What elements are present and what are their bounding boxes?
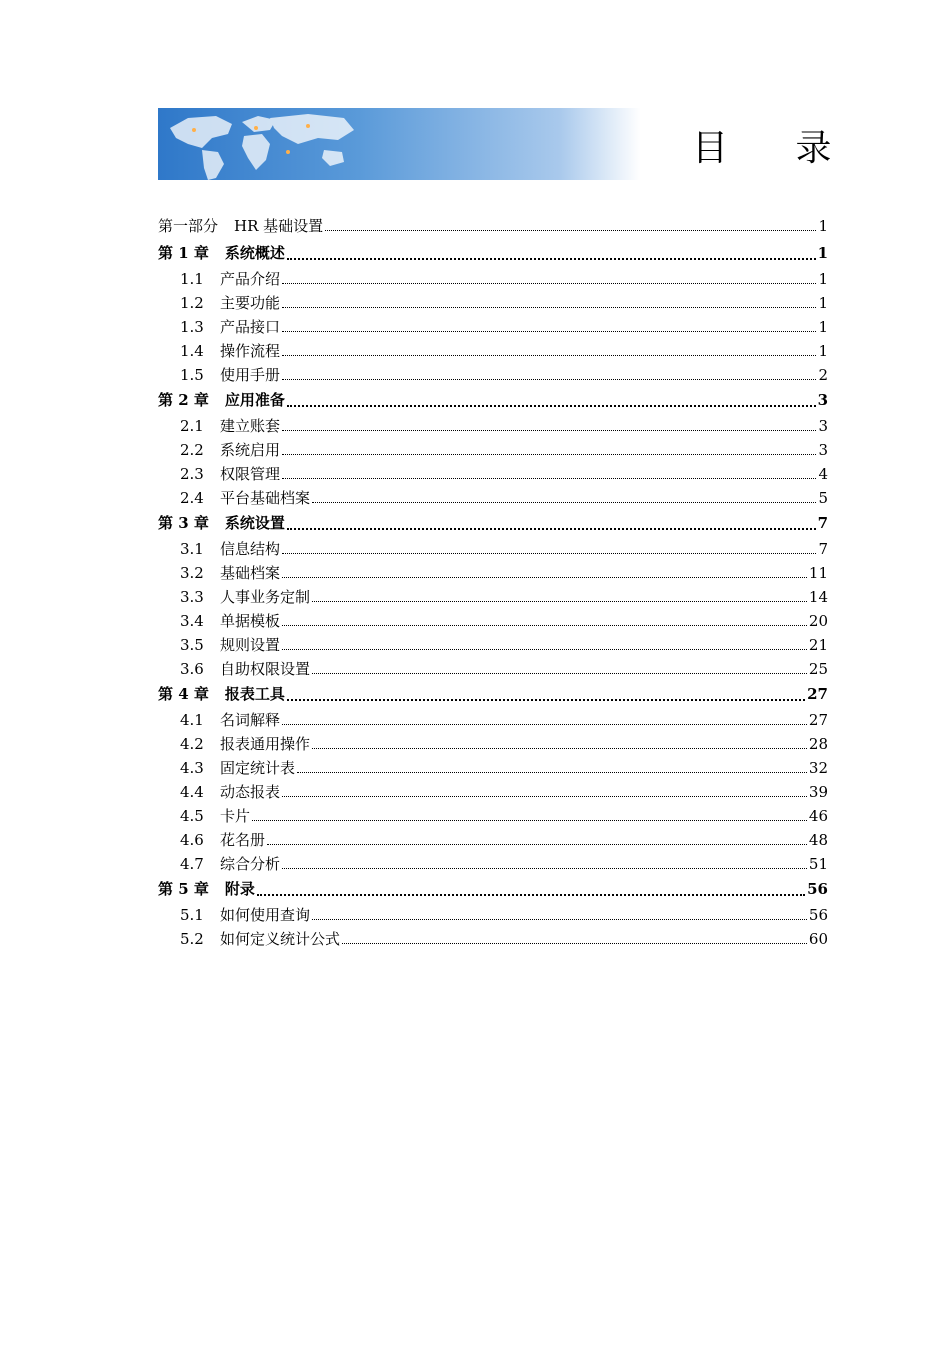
toc-entry-page: 25	[808, 660, 828, 678]
toc-entry-title: 固定统计表	[220, 759, 296, 777]
dot-leader	[282, 794, 807, 797]
toc-entry-page: 3	[818, 441, 828, 459]
toc-entry-number: 4.1	[180, 711, 204, 729]
toc-entry-page: 27	[808, 711, 828, 729]
toc-entry-title: 建立账套	[220, 417, 281, 435]
toc-entry-page: 20	[808, 612, 828, 630]
toc-entry-number: 第 5 章	[158, 880, 209, 898]
toc-entry-title: 附录	[224, 880, 255, 898]
toc-entry-number: 2.2	[180, 441, 204, 459]
toc-entry-number: 4.5	[180, 807, 204, 825]
dot-leader	[312, 671, 807, 674]
toc-entry-title: 卡片	[220, 807, 251, 825]
dot-leader	[282, 452, 816, 455]
toc-entry-page: 39	[808, 783, 828, 801]
dot-leader	[312, 599, 807, 602]
toc-entry-page: 51	[808, 855, 828, 873]
toc-entry-section[interactable]	[158, 609, 828, 633]
toc-entry-section[interactable]	[158, 927, 828, 951]
toc-entry-section[interactable]	[158, 852, 828, 876]
dot-leader	[282, 647, 807, 650]
toc-entry-page: 56	[808, 906, 828, 924]
toc-entry-section[interactable]	[158, 657, 828, 681]
toc-entry-page: 48	[808, 831, 828, 849]
toc-entry-page: 2	[818, 366, 828, 384]
toc-entry-number: 4.3	[180, 759, 204, 777]
toc-entry-section[interactable]	[158, 708, 828, 732]
toc-entry-title: 单据模板	[220, 612, 281, 630]
toc-entry-page: 1	[817, 244, 828, 262]
toc-entry-page: 14	[808, 588, 828, 606]
toc-entry-number: 第 1 章	[158, 244, 209, 262]
toc-entry-page: 28	[808, 735, 828, 753]
toc-entry-page: 4	[818, 465, 828, 483]
toc-entry-page: 3	[817, 391, 828, 409]
dot-leader	[287, 403, 816, 407]
page-title: 目 录	[692, 128, 860, 169]
toc-entry-title: 平台基础档案	[220, 489, 311, 507]
toc-entry-number: 第 2 章	[158, 391, 209, 409]
toc-entry-number: 3.6	[180, 660, 204, 678]
toc-entry-number: 2.4	[180, 489, 204, 507]
toc-entry-page: 11	[808, 564, 828, 582]
toc-entry-title: 名词解释	[220, 711, 281, 729]
toc-entry-page: 7	[818, 540, 828, 558]
dot-leader	[312, 746, 807, 749]
dot-leader	[312, 500, 816, 503]
toc-entry-title: 操作流程	[220, 342, 281, 360]
dot-leader	[282, 281, 816, 284]
toc-entry-section[interactable]	[158, 780, 828, 804]
toc-entry-page: 1	[818, 270, 828, 288]
toc-entry-title: 产品接口	[220, 318, 281, 336]
dot-leader	[342, 941, 807, 944]
toc-entry-number: 1.1	[180, 270, 204, 288]
dot-leader	[312, 917, 807, 920]
toc-entry-number: 第一部分	[158, 217, 219, 235]
toc-entry-title: 使用手册	[220, 366, 281, 384]
dot-leader	[282, 575, 807, 578]
toc-entry-part[interactable]	[158, 214, 828, 238]
toc-entry-title: 系统设置	[224, 514, 285, 532]
toc-entry-section[interactable]	[158, 561, 828, 585]
dot-leader	[282, 428, 816, 431]
dot-leader	[282, 623, 807, 626]
dot-leader	[282, 722, 807, 725]
dot-leader	[287, 256, 816, 260]
toc-entry-title: 如何定义统计公式	[220, 930, 341, 948]
toc-entry-page: 1	[818, 217, 828, 235]
toc-entry-number: 5.1	[180, 906, 204, 924]
toc-entry-number: 4.7	[180, 855, 204, 873]
toc-entry-section[interactable]	[158, 363, 828, 387]
toc-entry-number: 3.1	[180, 540, 204, 558]
toc-entry-section[interactable]	[158, 414, 828, 438]
toc-entry-title: 规则设置	[220, 636, 281, 654]
toc-entry-title: 主要功能	[220, 294, 281, 312]
table-of-contents	[158, 214, 828, 951]
toc-entry-title: 报表工具	[224, 685, 285, 703]
toc-entry-title: 基础档案	[220, 564, 281, 582]
toc-entry-title: HR 基础设置	[234, 217, 324, 235]
toc-entry-page: 56	[807, 880, 828, 898]
toc-entry-page: 1	[818, 318, 828, 336]
toc-entry-section[interactable]	[158, 315, 828, 339]
toc-entry-section[interactable]	[158, 804, 828, 828]
toc-entry-page: 32	[808, 759, 828, 777]
toc-entry-chapter[interactable]	[158, 876, 828, 903]
toc-entry-title: 系统概述	[224, 244, 285, 262]
toc-entry-chapter[interactable]	[158, 681, 828, 708]
toc-entry-title: 系统启用	[220, 441, 281, 459]
toc-entry-section[interactable]	[158, 756, 828, 780]
toc-entry-page: 1	[818, 342, 828, 360]
toc-entry-page: 60	[808, 930, 828, 948]
toc-entry-section[interactable]	[158, 585, 828, 609]
dot-leader	[287, 526, 816, 530]
toc-entry-title: 权限管理	[220, 465, 281, 483]
toc-entry-section[interactable]	[158, 633, 828, 657]
toc-entry-title: 自助权限设置	[220, 660, 311, 678]
toc-entry-section[interactable]	[158, 438, 828, 462]
toc-entry-page: 1	[818, 294, 828, 312]
toc-entry-page: 7	[817, 514, 828, 532]
toc-entry-number: 3.5	[180, 636, 204, 654]
toc-entry-number: 3.3	[180, 588, 204, 606]
toc-entry-title: 花名册	[220, 831, 266, 849]
dot-leader	[282, 476, 816, 479]
dot-leader	[287, 697, 805, 701]
toc-entry-section[interactable]	[158, 828, 828, 852]
toc-entry-section[interactable]	[158, 291, 828, 315]
dot-leader	[282, 551, 816, 554]
toc-entry-section[interactable]	[158, 537, 828, 561]
toc-entry-chapter[interactable]	[158, 240, 828, 267]
toc-entry-title: 动态报表	[220, 783, 281, 801]
toc-entry-number: 5.2	[180, 930, 204, 948]
toc-entry-number: 1.3	[180, 318, 204, 336]
toc-entry-number: 4.2	[180, 735, 204, 753]
toc-entry-section[interactable]	[158, 339, 828, 363]
toc-entry-page: 21	[808, 636, 828, 654]
toc-entry-number: 1.2	[180, 294, 204, 312]
toc-entry-title: 产品介绍	[220, 270, 281, 288]
dot-leader	[282, 305, 816, 308]
toc-entry-number: 2.1	[180, 417, 204, 435]
toc-entry-number: 第 4 章	[158, 685, 209, 703]
toc-entry-number: 4.6	[180, 831, 204, 849]
dot-leader	[282, 866, 807, 869]
toc-entry-chapter[interactable]	[158, 387, 828, 414]
toc-entry-title: 综合分析	[220, 855, 281, 873]
toc-entry-section[interactable]	[158, 267, 828, 291]
toc-entry-number: 4.4	[180, 783, 204, 801]
toc-entry-title: 应用准备	[224, 391, 285, 409]
dot-leader	[267, 842, 807, 845]
toc-entry-number: 3.4	[180, 612, 204, 630]
toc-entry-section[interactable]	[158, 732, 828, 756]
toc-entry-section[interactable]	[158, 486, 828, 510]
toc-entry-section[interactable]	[158, 462, 828, 486]
toc-entry-number: 1.5	[180, 366, 204, 384]
toc-entry-page: 5	[818, 489, 828, 507]
toc-entry-number: 3.2	[180, 564, 204, 582]
toc-entry-number: 1.4	[180, 342, 204, 360]
dot-leader	[282, 377, 816, 380]
dot-leader	[257, 892, 805, 896]
toc-entry-chapter[interactable]	[158, 510, 828, 537]
dot-leader	[325, 228, 816, 231]
toc-entry-page: 27	[807, 685, 828, 703]
dot-leader	[297, 770, 807, 773]
toc-entry-page: 3	[818, 417, 828, 435]
dot-leader	[282, 329, 816, 332]
toc-entry-number: 2.3	[180, 465, 204, 483]
toc-entry-title: 信息结构	[220, 540, 281, 558]
toc-entry-page: 46	[808, 807, 828, 825]
dot-leader	[252, 818, 807, 821]
toc-entry-title: 如何使用查询	[220, 906, 311, 924]
toc-entry-title: 人事业务定制	[220, 588, 311, 606]
toc-entry-number: 第 3 章	[158, 514, 209, 532]
dot-leader	[282, 353, 816, 356]
toc-entry-section[interactable]	[158, 903, 828, 927]
toc-entry-title: 报表通用操作	[220, 735, 311, 753]
